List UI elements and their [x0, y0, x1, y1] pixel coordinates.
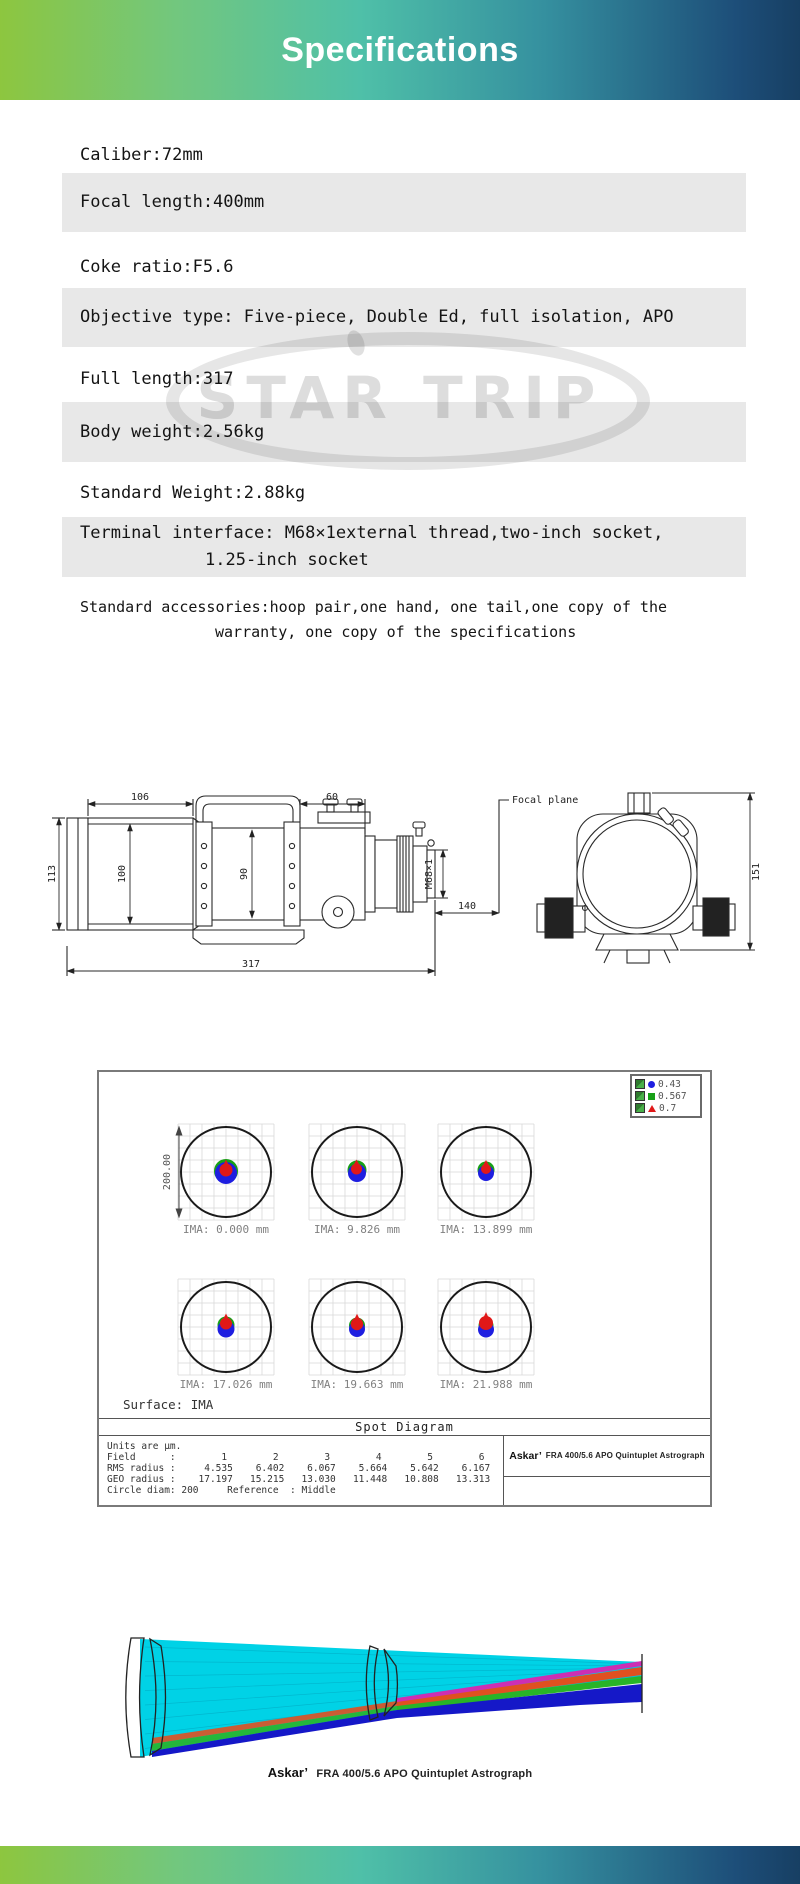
spec-row [62, 252, 746, 282]
wavelength-legend [630, 1074, 702, 1118]
circle-marker-icon [648, 1081, 655, 1088]
technical-drawing [0, 780, 800, 1010]
spec-text: Standard Weight:2.88kg [80, 482, 306, 503]
spec-text: Coke ratio:F5.6 [80, 256, 234, 277]
dim-tube-diameter: 90 [239, 867, 250, 881]
spot-diagram-panel [97, 1070, 712, 1507]
legend-row [635, 1090, 697, 1102]
brand-name: Askar’ [509, 1449, 542, 1462]
spec-text: Focal length:400mm [80, 192, 265, 212]
watermark-text: STAR TRIP [196, 364, 604, 432]
surface-label: Surface: IMA [123, 1397, 214, 1412]
title-block-name [504, 1435, 710, 1477]
model-name: FRA 400/5.6 APO Quintuplet Astrograph [316, 1768, 533, 1780]
spec-row [62, 140, 746, 170]
dim-front-diameter: 113 [47, 864, 58, 884]
ima-label: IMA: 0.000 mm [182, 1223, 270, 1236]
spec-row [62, 478, 746, 508]
front-view [537, 793, 755, 963]
header-banner [0, 0, 800, 100]
spec-text: Full length:317 [80, 368, 234, 389]
spot-cell [438, 1279, 534, 1391]
info-table-line: Circle diam: 200 Reference : Middle [107, 1485, 336, 1496]
spec-row [62, 364, 746, 394]
spec-text: Objective type: Five-piece, Double Ed, full isolation, APO [80, 307, 674, 327]
spot-cells [178, 1124, 534, 1391]
model-name: FRA 400/5.6 APO Quintuplet Astrograph [545, 1451, 705, 1460]
layer-checkbox-icon [635, 1091, 645, 1101]
dim-total-length: 317 [241, 959, 261, 970]
spec-text: warranty, one copy of the specifications [215, 623, 577, 641]
spec-row [62, 173, 746, 232]
spot-cell [178, 1124, 274, 1236]
layer-checkbox-icon [635, 1079, 645, 1089]
spec-text: Terminal interface: M68×1external thread,two-inch socket, [80, 523, 664, 543]
brand-name: Askar’ [267, 1765, 308, 1780]
dim-dew-shield: 106 [130, 792, 150, 803]
spec-text: Caliber:72mm [80, 144, 203, 165]
scale-label: 200.00 [162, 1153, 173, 1191]
info-table-line: RMS radius : 4.535 6.402 6.067 5.664 5.642 6.167 [107, 1463, 491, 1474]
wavelength-value: 0.567 [658, 1090, 687, 1102]
spec-row [62, 288, 746, 347]
spec-row [62, 402, 746, 462]
info-table-line: GEO radius : 17.197 15.215 13.030 11.448 10.808 13.313 [107, 1474, 491, 1485]
layer-checkbox-icon [635, 1103, 645, 1113]
title-block [503, 1435, 710, 1505]
wavelength-value: 0.43 [658, 1078, 681, 1090]
info-table-line: Field : 1 2 3 4 5 6 [107, 1452, 485, 1463]
wavelength-value: 0.7 [659, 1102, 677, 1114]
dim-thread: M68×1 [424, 858, 435, 890]
spot-info-table [99, 1435, 503, 1505]
ima-label: IMA: 19.663 mm [310, 1378, 404, 1391]
spec-row [62, 592, 746, 648]
spot-cell [438, 1124, 534, 1236]
ima-label: IMA: 21.988 mm [439, 1378, 533, 1391]
side-view [52, 796, 509, 976]
spot-cell [309, 1279, 405, 1391]
footer-banner [0, 1846, 800, 1884]
dim-saddle: 60 [325, 792, 339, 803]
ray-diagram-caption [0, 1764, 800, 1782]
legend-row [635, 1102, 697, 1114]
focal-plane-label: Focal plane [512, 795, 579, 806]
spec-text: Body weight:2.56kg [80, 421, 265, 442]
spec-row [62, 517, 746, 577]
ima-label: IMA: 17.026 mm [179, 1378, 273, 1391]
title-block-empty-cell [504, 1477, 710, 1505]
page-title: Specifications [281, 30, 519, 69]
spec-text: 1.25-inch socket [205, 550, 369, 570]
info-table-line: Units are µm. [107, 1441, 182, 1452]
spot-cell [309, 1124, 405, 1236]
dim-height: 151 [751, 862, 762, 882]
legend-row [635, 1078, 697, 1090]
square-marker-icon [648, 1093, 655, 1100]
ima-label: IMA: 13.899 mm [439, 1223, 533, 1236]
spot-diagram-title: Spot Diagram [99, 1418, 710, 1436]
ima-label: IMA: 9.826 mm [313, 1223, 401, 1236]
dim-back-focus: 140 [457, 901, 477, 912]
triangle-marker-icon [648, 1105, 656, 1112]
spot-info-block [99, 1435, 710, 1505]
dim-aperture: 100 [117, 864, 128, 884]
spec-text: Standard accessories:hoop pair,one hand, one tail,one copy of the [80, 598, 667, 616]
spot-cell [178, 1279, 274, 1391]
